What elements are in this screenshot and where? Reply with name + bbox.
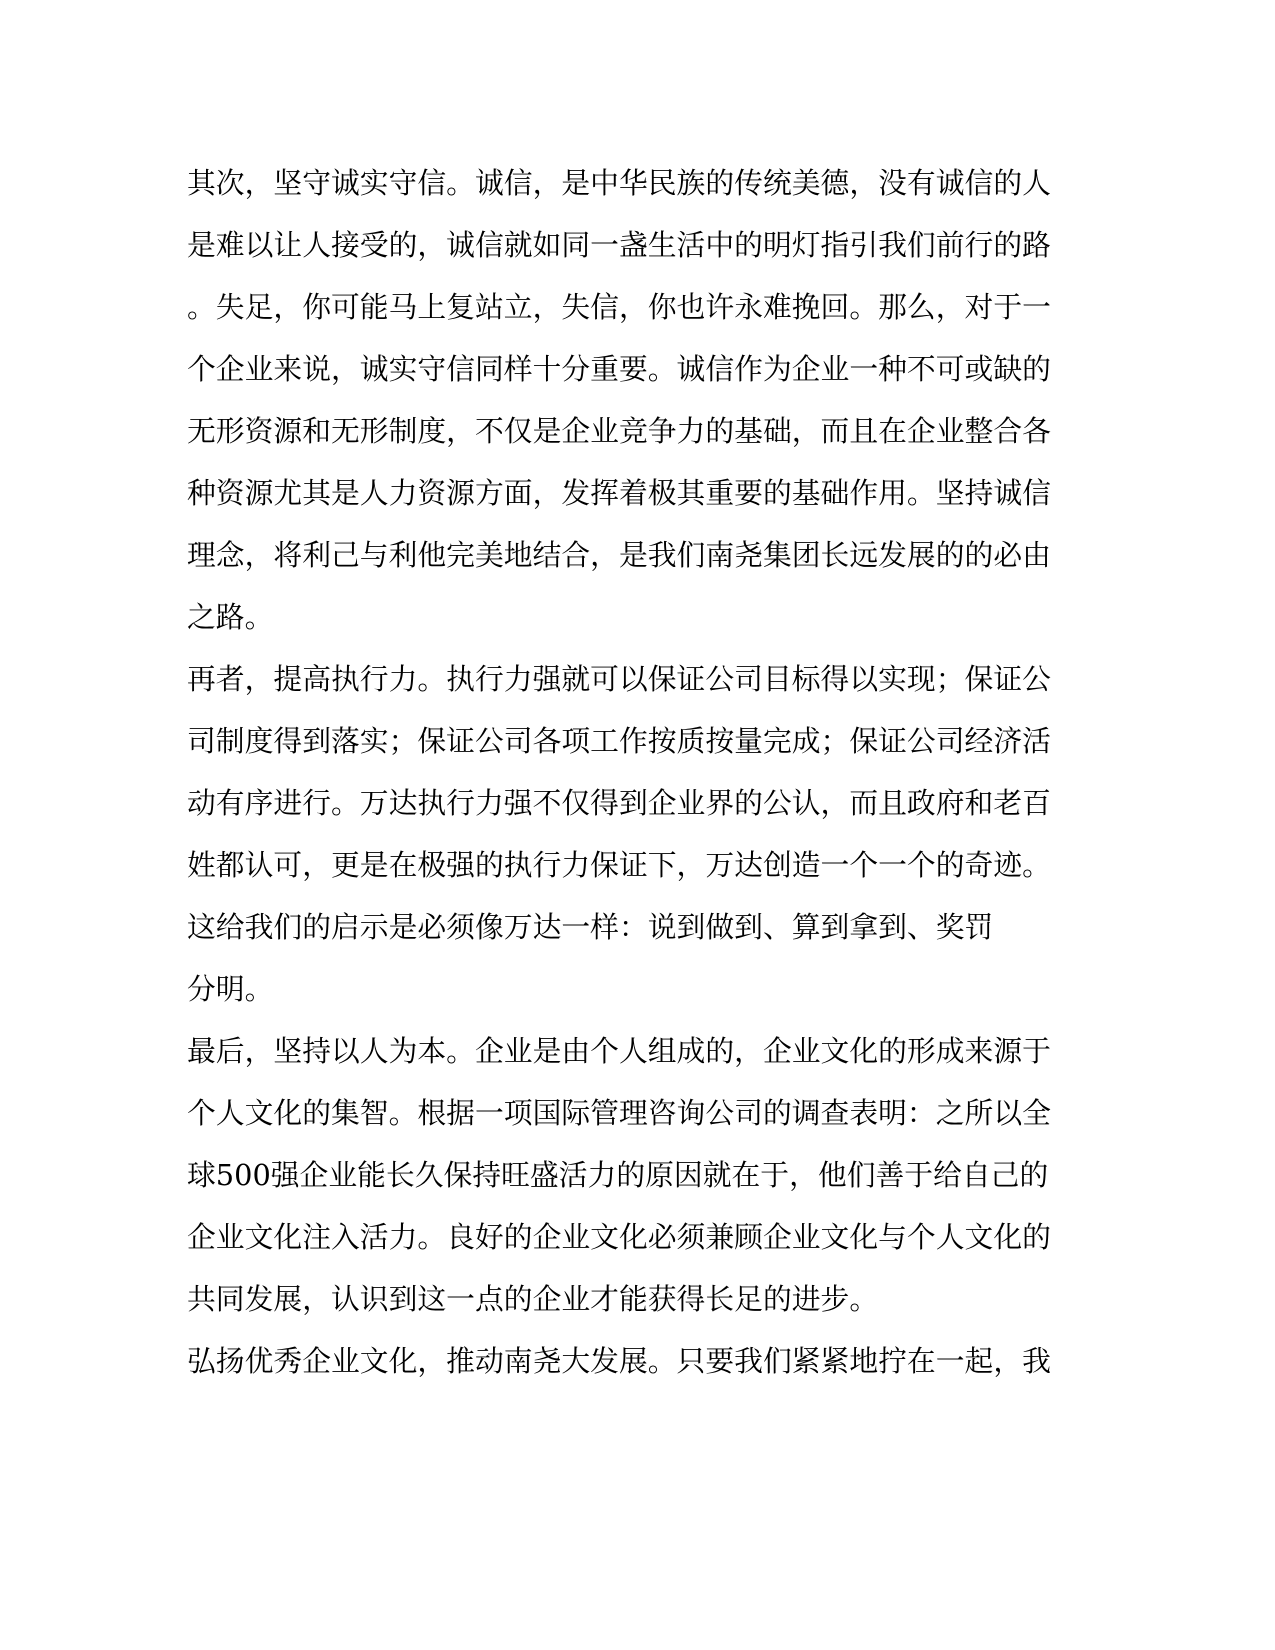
text-line-18: 企业文化注入活力。良好的企业文化必须兼顾企业文化与个人文化的 [187,1220,1051,1254]
text-line-11: 动有序进行。万达执行力强不仅得到企业界的公认，而且政府和老百 [187,786,1051,820]
text-line-19: 共同发展，认识到这一点的企业才能获得长足的进步。 [187,1282,879,1316]
text-line-17: 球500强企业能长久保持旺盛活力的原因就在于，他们善于给自己的 [187,1158,1049,1192]
text-line-10: 司制度得到落实；保证公司各项工作按质按量完成；保证公司经济活 [187,724,1051,758]
text-line-12: 姓都认可，更是在极强的执行力保证下，万达创造一个一个的奇迹。 [187,848,1051,882]
text-line-13: 这给我们的启示是必须像万达一样：说到做到、算到拿到、奖罚 [187,910,994,944]
text-line-7: 理念，将利己与利他完美地结合，是我们南尧集团长远发展的的必由 [187,538,1051,572]
text-line-9: 再者，提高执行力。执行力强就可以保证公司目标得以实现；保证公 [187,662,1051,696]
text-line-4: 个企业来说，诚实守信同样十分重要。诚信作为企业一种不可或缺的 [187,352,1051,386]
text-line-3: 。失足，你可能马上复站立，失信，你也许永难挽回。那么，对于一 [187,290,1051,324]
text-line-5: 无形资源和无形制度，不仅是企业竞争力的基础，而且在企业整合各 [187,414,1051,448]
text-line-20: 弘扬优秀企业文化，推动南尧大发展。只要我们紧紧地拧在一起，我 [187,1344,1051,1378]
text-line-15: 最后，坚持以人为本。企业是由个人组成的，企业文化的形成来源于 [187,1034,1051,1068]
text-line-16: 个人文化的集智。根据一项国际管理咨询公司的调查表明：之所以全 [187,1096,1051,1130]
text-line-2: 是难以让人接受的，诚信就如同一盏生活中的明灯指引我们前行的路 [187,228,1051,262]
text-line-6: 种资源尤其是人力资源方面，发挥着极其重要的基础作用。坚持诚信 [187,476,1051,510]
text-line-8: 之路。 [187,600,274,634]
text-line-14: 分明。 [187,972,274,1006]
text-line-1: 其次，坚守诚实守信。诚信，是中华民族的传统美德，没有诚信的人 [187,166,1051,200]
